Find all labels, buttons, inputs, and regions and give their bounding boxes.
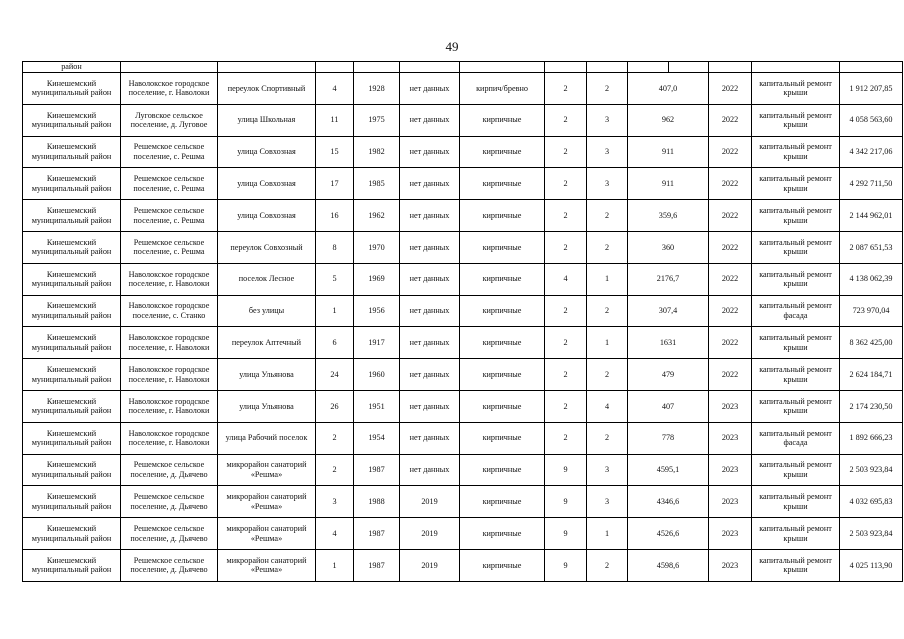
cell-area: 4595,1 bbox=[628, 454, 709, 486]
cell-cost: 1 892 666,23 bbox=[840, 422, 903, 454]
cell-year-built: 1928 bbox=[354, 73, 400, 105]
cell-wall-material: кирпичные bbox=[460, 263, 545, 295]
table-row bbox=[23, 231, 903, 263]
cell-last-repair-year: нет данных bbox=[400, 295, 460, 327]
cell-area: 4598,6 bbox=[628, 549, 709, 581]
cell-settlement: Решемское сельское поселение, с. Решма bbox=[121, 200, 218, 232]
cell-continuation bbox=[460, 62, 545, 73]
cell-planned-year: 2023 bbox=[709, 486, 752, 518]
cell-floors: 2 bbox=[545, 422, 587, 454]
cell-street: улица Рабочий поселок bbox=[218, 422, 316, 454]
cell-wall-material: кирпичные bbox=[460, 422, 545, 454]
cell-wall-material: кирпичные bbox=[460, 359, 545, 391]
cell-year-built: 1988 bbox=[354, 486, 400, 518]
cell-floors: 2 bbox=[545, 390, 587, 422]
cell-cost: 8 362 425,00 bbox=[840, 327, 903, 359]
cell-year-built: 1970 bbox=[354, 231, 400, 263]
cell-year-built: 1987 bbox=[354, 454, 400, 486]
cell-area: 911 bbox=[628, 168, 709, 200]
cell-cost: 4 292 711,50 bbox=[840, 168, 903, 200]
cell-wall-material: кирпичные bbox=[460, 136, 545, 168]
cell-district: Кинешемский муниципальный район bbox=[23, 518, 121, 550]
cell-work-type: капитальный ремонт крыши bbox=[752, 231, 840, 263]
cell-last-repair-year: нет данных bbox=[400, 168, 460, 200]
cell-district: Кинешемский муниципальный район bbox=[23, 231, 121, 263]
cell-area: 778 bbox=[628, 422, 709, 454]
cell-house-number: 8 bbox=[316, 231, 354, 263]
cell-street: переулок Совхозный bbox=[218, 231, 316, 263]
cell-wall-material: кирпичные bbox=[460, 327, 545, 359]
cell-work-type: капитальный ремонт фасада bbox=[752, 422, 840, 454]
cell-work-type: капитальный ремонт крыши bbox=[752, 327, 840, 359]
table-row bbox=[23, 422, 903, 454]
cell-entrances: 2 bbox=[587, 231, 628, 263]
cell-planned-year: 2022 bbox=[709, 263, 752, 295]
cell-last-repair-year: 2019 bbox=[400, 518, 460, 550]
table-row bbox=[23, 486, 903, 518]
cell-year-built: 1982 bbox=[354, 136, 400, 168]
cell-floors: 9 bbox=[545, 454, 587, 486]
cell-work-type: капитальный ремонт крыши bbox=[752, 104, 840, 136]
cell-year-built: 1969 bbox=[354, 263, 400, 295]
cell-settlement: Наволокское городское поселение, г. Наволоки bbox=[121, 359, 218, 391]
cell-last-repair-year: нет данных bbox=[400, 73, 460, 105]
table-row-continuation bbox=[23, 62, 903, 73]
cell-cost: 1 912 207,85 bbox=[840, 73, 903, 105]
cell-house-number: 24 bbox=[316, 359, 354, 391]
cell-house-number: 6 bbox=[316, 327, 354, 359]
cell-settlement: Луговское сельское поселение, д. Луговое bbox=[121, 104, 218, 136]
cell-entrances: 2 bbox=[587, 200, 628, 232]
cell-last-repair-year: нет данных bbox=[400, 390, 460, 422]
cell-settlement: Решемское сельское поселение, с. Решма bbox=[121, 231, 218, 263]
cell-floors: 2 bbox=[545, 73, 587, 105]
cell-settlement: Наволокское городское поселение, с. Станко bbox=[121, 295, 218, 327]
cell-planned-year: 2023 bbox=[709, 518, 752, 550]
cell-settlement: Решемское сельское поселение, с. Решма bbox=[121, 168, 218, 200]
cell-work-type: капитальный ремонт крыши bbox=[752, 549, 840, 581]
cell-last-repair-year: нет данных bbox=[400, 200, 460, 232]
cell-cost: 2 624 184,71 bbox=[840, 359, 903, 391]
cell-year-built: 1954 bbox=[354, 422, 400, 454]
cell-year-built: 1985 bbox=[354, 168, 400, 200]
cell-district: Кинешемский муниципальный район bbox=[23, 263, 121, 295]
table-row bbox=[23, 327, 903, 359]
cell-area: 962 bbox=[628, 104, 709, 136]
cell-house-number: 15 bbox=[316, 136, 354, 168]
cell-last-repair-year: нет данных bbox=[400, 231, 460, 263]
cell-district: Кинешемский муниципальный район bbox=[23, 390, 121, 422]
cell-street: микрорайон санаторий «Решма» bbox=[218, 454, 316, 486]
cell-year-built: 1917 bbox=[354, 327, 400, 359]
cell-street: улица Школьная bbox=[218, 104, 316, 136]
cell-continuation bbox=[545, 62, 587, 73]
cell-work-type: капитальный ремонт крыши bbox=[752, 359, 840, 391]
cell-floors: 2 bbox=[545, 104, 587, 136]
cell-work-type: капитальный ремонт крыши bbox=[752, 73, 840, 105]
cell-year-built: 1975 bbox=[354, 104, 400, 136]
cell-work-type: капитальный ремонт крыши bbox=[752, 518, 840, 550]
cell-planned-year: 2022 bbox=[709, 168, 752, 200]
cell-house-number: 4 bbox=[316, 73, 354, 105]
cell-last-repair-year: нет данных bbox=[400, 263, 460, 295]
cell-street: микрорайон санаторий «Решма» bbox=[218, 518, 316, 550]
cell-work-type: капитальный ремонт крыши bbox=[752, 136, 840, 168]
cell-house-number: 2 bbox=[316, 454, 354, 486]
cell-year-built: 1956 bbox=[354, 295, 400, 327]
cell-settlement: Решемское сельское поселение, д. Дьячево bbox=[121, 486, 218, 518]
cell-wall-material: кирпичные bbox=[460, 518, 545, 550]
cell-last-repair-year: нет данных bbox=[400, 327, 460, 359]
cell-year-built: 1987 bbox=[354, 549, 400, 581]
cell-district: Кинешемский муниципальный район bbox=[23, 549, 121, 581]
cell-last-repair-year: 2019 bbox=[400, 486, 460, 518]
cell-settlement: Решемское сельское поселение, д. Дьячево bbox=[121, 518, 218, 550]
cell-floors: 9 bbox=[545, 518, 587, 550]
cell-last-repair-year: нет данных bbox=[400, 104, 460, 136]
cell-entrances: 1 bbox=[587, 263, 628, 295]
cell-area: 407,0 bbox=[628, 73, 709, 105]
cell-work-type: капитальный ремонт крыши bbox=[752, 390, 840, 422]
cell-street: улица Ульянова bbox=[218, 359, 316, 391]
table-row bbox=[23, 136, 903, 168]
cell-continuation bbox=[121, 62, 218, 73]
cell-last-repair-year: нет данных bbox=[400, 136, 460, 168]
cell-wall-material: кирпичные bbox=[460, 549, 545, 581]
cell-cost: 4 032 695,83 bbox=[840, 486, 903, 518]
cell-district: Кинешемский муниципальный район bbox=[23, 104, 121, 136]
cell-last-repair-year: нет данных bbox=[400, 454, 460, 486]
cell-street: улица Ульянова bbox=[218, 390, 316, 422]
cell-floors: 2 bbox=[545, 200, 587, 232]
cell-district: Кинешемский муниципальный район bbox=[23, 168, 121, 200]
cell-wall-material: кирпичные bbox=[460, 390, 545, 422]
cell-district: Кинешемский муниципальный район bbox=[23, 422, 121, 454]
cell-area: 4346,6 bbox=[628, 486, 709, 518]
cell-wall-material: кирпичные bbox=[460, 454, 545, 486]
cell-district: Кинешемский муниципальный район bbox=[23, 327, 121, 359]
housing-repair-table bbox=[22, 61, 903, 582]
table-row bbox=[23, 454, 903, 486]
cell-cost: 2 144 962,01 bbox=[840, 200, 903, 232]
table-row bbox=[23, 73, 903, 105]
cell-last-repair-year: нет данных bbox=[400, 422, 460, 454]
cell-entrances: 3 bbox=[587, 168, 628, 200]
cell-area: 307,4 bbox=[628, 295, 709, 327]
cell-entrances: 3 bbox=[587, 454, 628, 486]
cell-last-repair-year: 2019 bbox=[400, 549, 460, 581]
cell-entrances: 2 bbox=[587, 73, 628, 105]
cell-settlement: Наволокское городское поселение, г. Наволоки bbox=[121, 422, 218, 454]
cell-work-type: капитальный ремонт крыши bbox=[752, 454, 840, 486]
cell-year-built: 1987 bbox=[354, 518, 400, 550]
cell-entrances: 2 bbox=[587, 549, 628, 581]
cell-floors: 9 bbox=[545, 549, 587, 581]
cell-area: 407 bbox=[628, 390, 709, 422]
cell-house-number: 11 bbox=[316, 104, 354, 136]
cell-settlement: Решемское сельское поселение, д. Дьячево bbox=[121, 549, 218, 581]
cell-street: переулок Спортивный bbox=[218, 73, 316, 105]
cell-street: поселок Лесное bbox=[218, 263, 316, 295]
cell-planned-year: 2023 bbox=[709, 390, 752, 422]
cell-planned-year: 2022 bbox=[709, 136, 752, 168]
cell-floors: 2 bbox=[545, 359, 587, 391]
cell-last-repair-year: нет данных bbox=[400, 359, 460, 391]
table-body bbox=[23, 62, 903, 582]
cell-settlement: Наволокское городское поселение, г. Наволоки bbox=[121, 73, 218, 105]
cell-street: улица Совхозная bbox=[218, 200, 316, 232]
cell-street: улица Совхозная bbox=[218, 136, 316, 168]
cell-cost: 2 174 230,50 bbox=[840, 390, 903, 422]
cell-planned-year: 2022 bbox=[709, 327, 752, 359]
cell-wall-material: кирпичные bbox=[460, 231, 545, 263]
cell-entrances: 3 bbox=[587, 136, 628, 168]
cell-work-type: капитальный ремонт крыши bbox=[752, 168, 840, 200]
cell-planned-year: 2022 bbox=[709, 359, 752, 391]
cell-house-number: 1 bbox=[316, 295, 354, 327]
cell-settlement: Наволокское городское поселение, г. Наволоки bbox=[121, 390, 218, 422]
cell-continuation: район bbox=[23, 62, 121, 73]
cell-district: Кинешемский муниципальный район bbox=[23, 359, 121, 391]
cell-wall-material: кирпичные bbox=[460, 200, 545, 232]
cell-year-built: 1962 bbox=[354, 200, 400, 232]
table-row bbox=[23, 295, 903, 327]
cell-continuation bbox=[628, 62, 669, 73]
cell-entrances: 1 bbox=[587, 327, 628, 359]
cell-house-number: 2 bbox=[316, 422, 354, 454]
cell-house-number: 4 bbox=[316, 518, 354, 550]
cell-street: улица Совхозная bbox=[218, 168, 316, 200]
cell-house-number: 1 bbox=[316, 549, 354, 581]
cell-entrances: 2 bbox=[587, 359, 628, 391]
cell-wall-material: кирпичные bbox=[460, 486, 545, 518]
cell-cost: 723 970,04 bbox=[840, 295, 903, 327]
cell-cost: 4 025 113,90 bbox=[840, 549, 903, 581]
cell-planned-year: 2022 bbox=[709, 231, 752, 263]
cell-wall-material: кирпич/бревно bbox=[460, 73, 545, 105]
cell-floors: 4 bbox=[545, 263, 587, 295]
cell-continuation bbox=[709, 62, 752, 73]
cell-planned-year: 2022 bbox=[709, 295, 752, 327]
cell-continuation bbox=[354, 62, 400, 73]
cell-area: 360 bbox=[628, 231, 709, 263]
cell-area: 911 bbox=[628, 136, 709, 168]
cell-entrances: 3 bbox=[587, 104, 628, 136]
cell-floors: 2 bbox=[545, 168, 587, 200]
cell-cost: 4 138 062,39 bbox=[840, 263, 903, 295]
cell-work-type: капитальный ремонт крыши bbox=[752, 486, 840, 518]
cell-year-built: 1951 bbox=[354, 390, 400, 422]
cell-area: 2176,7 bbox=[628, 263, 709, 295]
cell-year-built: 1960 bbox=[354, 359, 400, 391]
cell-entrances: 2 bbox=[587, 295, 628, 327]
cell-district: Кинешемский муниципальный район bbox=[23, 454, 121, 486]
cell-floors: 2 bbox=[545, 295, 587, 327]
cell-cost: 2 503 923,84 bbox=[840, 454, 903, 486]
cell-cost: 2 087 651,53 bbox=[840, 231, 903, 263]
cell-settlement: Наволокское городское поселение, г. Наволоки bbox=[121, 263, 218, 295]
cell-wall-material: кирпичные bbox=[460, 168, 545, 200]
cell-settlement: Решемское сельское поселение, с. Решма bbox=[121, 136, 218, 168]
table-row bbox=[23, 263, 903, 295]
cell-work-type: капитальный ремонт фасада bbox=[752, 295, 840, 327]
cell-planned-year: 2022 bbox=[709, 200, 752, 232]
cell-district: Кинешемский муниципальный район bbox=[23, 73, 121, 105]
cell-entrances: 2 bbox=[587, 422, 628, 454]
page-number: 49 bbox=[445, 39, 459, 54]
cell-planned-year: 2023 bbox=[709, 454, 752, 486]
cell-planned-year: 2022 bbox=[709, 73, 752, 105]
cell-continuation bbox=[316, 62, 354, 73]
cell-settlement: Наволокское городское поселение, г. Наволоки bbox=[121, 327, 218, 359]
cell-street: без улицы bbox=[218, 295, 316, 327]
cell-district: Кинешемский муниципальный район bbox=[23, 486, 121, 518]
cell-continuation bbox=[218, 62, 316, 73]
cell-settlement: Решемское сельское поселение, д. Дьячево bbox=[121, 454, 218, 486]
table-row bbox=[23, 390, 903, 422]
cell-street: микрорайон санаторий «Решма» bbox=[218, 549, 316, 581]
cell-cost: 4 342 217,06 bbox=[840, 136, 903, 168]
cell-planned-year: 2023 bbox=[709, 549, 752, 581]
table-row bbox=[23, 359, 903, 391]
cell-district: Кинешемский муниципальный район bbox=[23, 136, 121, 168]
cell-wall-material: кирпичные bbox=[460, 104, 545, 136]
cell-entrances: 3 bbox=[587, 486, 628, 518]
cell-planned-year: 2022 bbox=[709, 104, 752, 136]
cell-house-number: 3 bbox=[316, 486, 354, 518]
cell-wall-material: кирпичные bbox=[460, 295, 545, 327]
cell-area: 4526,6 bbox=[628, 518, 709, 550]
cell-area: 479 bbox=[628, 359, 709, 391]
cell-continuation bbox=[752, 62, 840, 73]
cell-cost: 4 058 563,60 bbox=[840, 104, 903, 136]
cell-street: переулок Аптечный bbox=[218, 327, 316, 359]
cell-house-number: 16 bbox=[316, 200, 354, 232]
table-row bbox=[23, 549, 903, 581]
cell-district: Кинешемский муниципальный район bbox=[23, 295, 121, 327]
table-row bbox=[23, 518, 903, 550]
cell-continuation bbox=[840, 62, 903, 73]
cell-cost: 2 503 923,84 bbox=[840, 518, 903, 550]
cell-floors: 2 bbox=[545, 327, 587, 359]
cell-continuation bbox=[587, 62, 628, 73]
cell-district: Кинешемский муниципальный район bbox=[23, 200, 121, 232]
cell-house-number: 17 bbox=[316, 168, 354, 200]
cell-house-number: 26 bbox=[316, 390, 354, 422]
cell-entrances: 4 bbox=[587, 390, 628, 422]
cell-planned-year: 2023 bbox=[709, 422, 752, 454]
cell-entrances: 1 bbox=[587, 518, 628, 550]
table-row bbox=[23, 200, 903, 232]
cell-continuation bbox=[400, 62, 460, 73]
cell-floors: 2 bbox=[545, 136, 587, 168]
table-row bbox=[23, 168, 903, 200]
cell-house-number: 5 bbox=[316, 263, 354, 295]
cell-area: 359,6 bbox=[628, 200, 709, 232]
cell-continuation bbox=[669, 62, 709, 73]
cell-street: микрорайон санаторий «Решма» bbox=[218, 486, 316, 518]
cell-floors: 2 bbox=[545, 231, 587, 263]
cell-work-type: капитальный ремонт крыши bbox=[752, 200, 840, 232]
cell-area: 1631 bbox=[628, 327, 709, 359]
cell-work-type: капитальный ремонт крыши bbox=[752, 263, 840, 295]
table-row bbox=[23, 104, 903, 136]
cell-floors: 9 bbox=[545, 486, 587, 518]
